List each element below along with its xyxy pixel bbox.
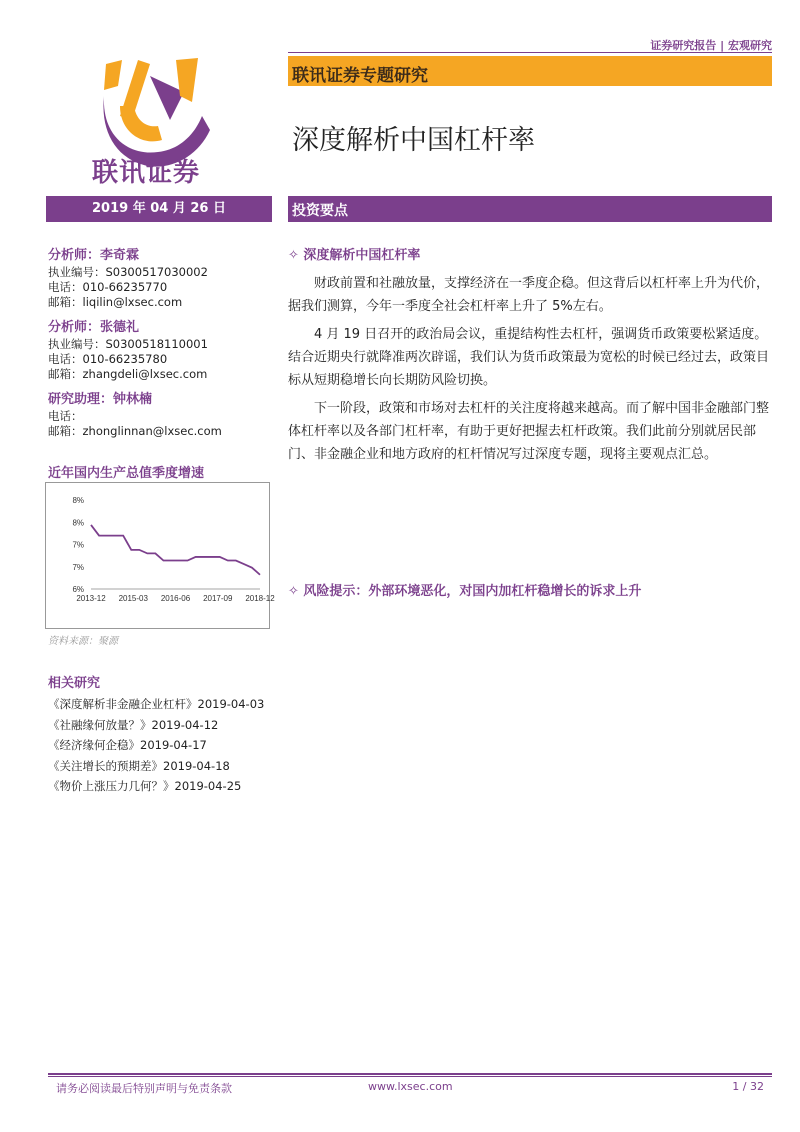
gdp-growth-series-line <box>91 525 260 575</box>
footer-divider <box>48 1073 772 1075</box>
paragraph-2: 4 月 19 日召开的政治局会议，重提结构性去杠杆，强调货币政策要松紧适度。结合近期央行就降准两次辟谣，我们认为货币政策最为宽松的时候已经过去，政策目标从短期稳增长向长期防风险切换。 <box>288 327 770 388</box>
analyst-name: 研究助理：钟林楠 <box>48 392 153 407</box>
analyst-block-3 <box>48 392 222 439</box>
x-tick-label: 2018-12 <box>245 594 275 603</box>
series-banner <box>288 56 772 86</box>
paragraph-1: 财政前置和社融放量，支撑经济在一季度企稳。但这背后以杠杆率上升为代价，据我们测算，今年一季度全社会杠杆率上升了 5%左右。 <box>288 276 770 314</box>
y-tick-label: 6% <box>72 585 84 594</box>
website-link[interactable]: www.lxsec.com <box>368 1080 453 1093</box>
y-tick-label: 7% <box>72 562 84 572</box>
analyst-block-2 <box>48 320 208 382</box>
related-research-list <box>48 694 264 797</box>
related-item[interactable]: 《经济缘何企稳》2019-04-17 <box>48 738 207 752</box>
series-title: 联讯证券专题研究 <box>292 66 428 86</box>
y-tick-label: 8% <box>72 518 84 528</box>
y-tick-label: 8% <box>72 496 84 505</box>
section-banner <box>288 196 772 222</box>
related-item[interactable]: 《物价上涨压力几何？》2019-04-25 <box>48 779 242 793</box>
x-tick-label: 2015-03 <box>118 594 148 603</box>
analyst-block-1 <box>48 248 208 310</box>
related-item[interactable]: 《深度解析非金融企业杠杆》2019-04-03 <box>48 697 265 711</box>
related-research-title: 相关研究 <box>48 676 101 691</box>
section-title: 投资要点 <box>292 203 348 219</box>
analyst-license: 执业编号：S0300517030002 <box>48 265 208 279</box>
bullet-heading-1: ✧ 深度解析中国杠杆率 <box>288 248 421 263</box>
analyst-name: 分析师：张德礼 <box>48 320 140 335</box>
logo-orange-top <box>104 60 122 90</box>
gdp-chart <box>46 483 275 628</box>
page-number: 1 / 32 <box>732 1080 764 1093</box>
paragraph-3: 下一阶段，政策和市场对去杠杆的关注度将越来越高。而了解中国非金融部门整体杠杆率以及各部门杠杆率，有助于更好把握去杠杆政策。我们此前分别就居民部门、非金融企业和地方政府的杠杆情况写过深度专题，现将主要观点汇总。 <box>288 401 770 462</box>
related-item[interactable]: 《社融缘何放量？》2019-04-12 <box>48 717 219 732</box>
y-tick-label: 7% <box>72 540 84 550</box>
analyst-email: 邮箱：zhonglinnan@lxsec.com <box>48 424 222 438</box>
chart-source: 资料来源：聚源 <box>48 636 118 647</box>
analyst-phone: 电话： <box>48 409 83 423</box>
report-title: 深度解析中国杠杆率 <box>292 125 535 156</box>
analyst-email: 邮箱：liqilin@lxsec.com <box>48 295 183 309</box>
related-item[interactable]: 《关注增长的预期差》2019-04-18 <box>48 758 230 773</box>
analyst-name: 分析师：李奇霖 <box>48 248 140 263</box>
disclaimer-link[interactable]: 请务必阅读最后特别声明与免责条款 <box>56 1082 232 1095</box>
logo-text: 联讯证券 <box>92 158 201 188</box>
x-tick-label: 2017-09 <box>203 594 233 603</box>
risk-warning: ✧ 风险提示：外部环境恶化，对国内加杠杆稳增长的诉求上升 <box>288 584 642 599</box>
analyst-email: 邮箱：zhangdeli@lxsec.com <box>48 367 208 381</box>
chart-title: 近年国内生产总值季度增速 <box>48 466 205 481</box>
analyst-phone: 电话：010-66235780 <box>48 352 168 366</box>
logo-orange-swoosh <box>120 106 162 141</box>
report-type-tag: 证券研究报告 | 宏观研究 <box>650 39 772 52</box>
x-tick-label: 2016-06 <box>160 594 191 603</box>
x-tick-label: 2013-12 <box>76 594 106 603</box>
gdp-chart-frame <box>45 482 275 629</box>
header-divider <box>288 52 772 53</box>
report-date: 2019 年 04 月 26 日 <box>46 196 272 222</box>
analyst-license: 执业编号：S0300518110001 <box>48 337 208 351</box>
analyst-phone: 电话：010-66235770 <box>48 280 168 294</box>
footer-divider-thin <box>48 1076 772 1077</box>
